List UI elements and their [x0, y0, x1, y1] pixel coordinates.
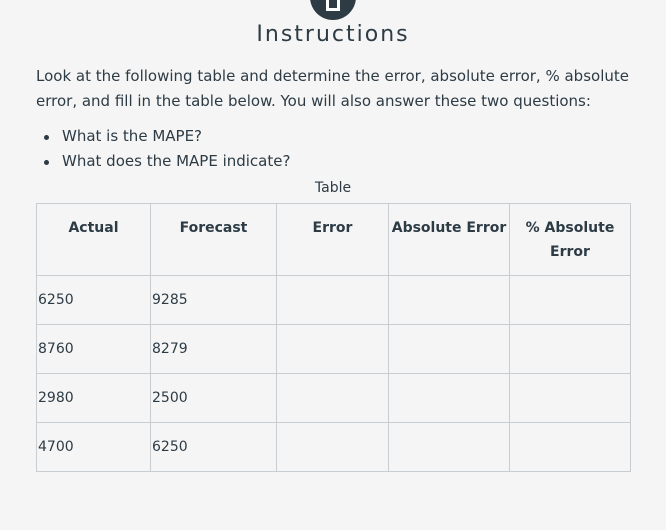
header-error: Error — [277, 204, 389, 276]
instructions-text: Look at the following table and determine the error, absolute error, % absolute error, and fill in the table below. You will also answer these two questions: — [36, 67, 629, 110]
header-absolute-error: Absolute Error — [389, 204, 510, 276]
question-item: What does the MAPE indicate? — [44, 149, 290, 174]
header-percent-absolute-error: % Absolute Error — [510, 204, 631, 276]
cell-percent-absolute-error — [510, 325, 631, 374]
cell-percent-absolute-error — [510, 423, 631, 472]
cell-forecast: 8279 — [151, 325, 277, 374]
table-header-row — [37, 204, 631, 276]
cell-absolute-error — [389, 423, 510, 472]
cell-actual: 6250 — [37, 276, 151, 325]
cell-forecast: 6250 — [151, 423, 277, 472]
table-caption: Table — [314, 180, 352, 196]
table-row — [37, 374, 631, 423]
cell-error — [277, 423, 389, 472]
cell-percent-absolute-error — [510, 374, 631, 423]
cell-actual: 2980 — [37, 374, 151, 423]
cell-error — [277, 374, 389, 423]
data-table — [36, 203, 631, 472]
cell-actual: 4700 — [37, 423, 151, 472]
cell-actual: 8760 — [37, 325, 151, 374]
cell-error — [277, 325, 389, 374]
question-item: What is the MAPE? — [44, 124, 290, 149]
cell-forecast: 9285 — [151, 276, 277, 325]
module-icon — [310, 0, 356, 20]
document-icon — [326, 0, 340, 11]
table-row — [37, 423, 631, 472]
cell-absolute-error — [389, 276, 510, 325]
cell-percent-absolute-error — [510, 276, 631, 325]
cell-error — [277, 276, 389, 325]
cell-absolute-error — [389, 325, 510, 374]
table-row — [37, 325, 631, 374]
header-forecast: Forecast — [151, 204, 277, 276]
header-actual: Actual — [37, 204, 151, 276]
cell-absolute-error — [389, 374, 510, 423]
page-title: Instructions — [256, 22, 410, 47]
cell-forecast: 2500 — [151, 374, 277, 423]
question-list — [44, 124, 290, 174]
table-row — [37, 276, 631, 325]
